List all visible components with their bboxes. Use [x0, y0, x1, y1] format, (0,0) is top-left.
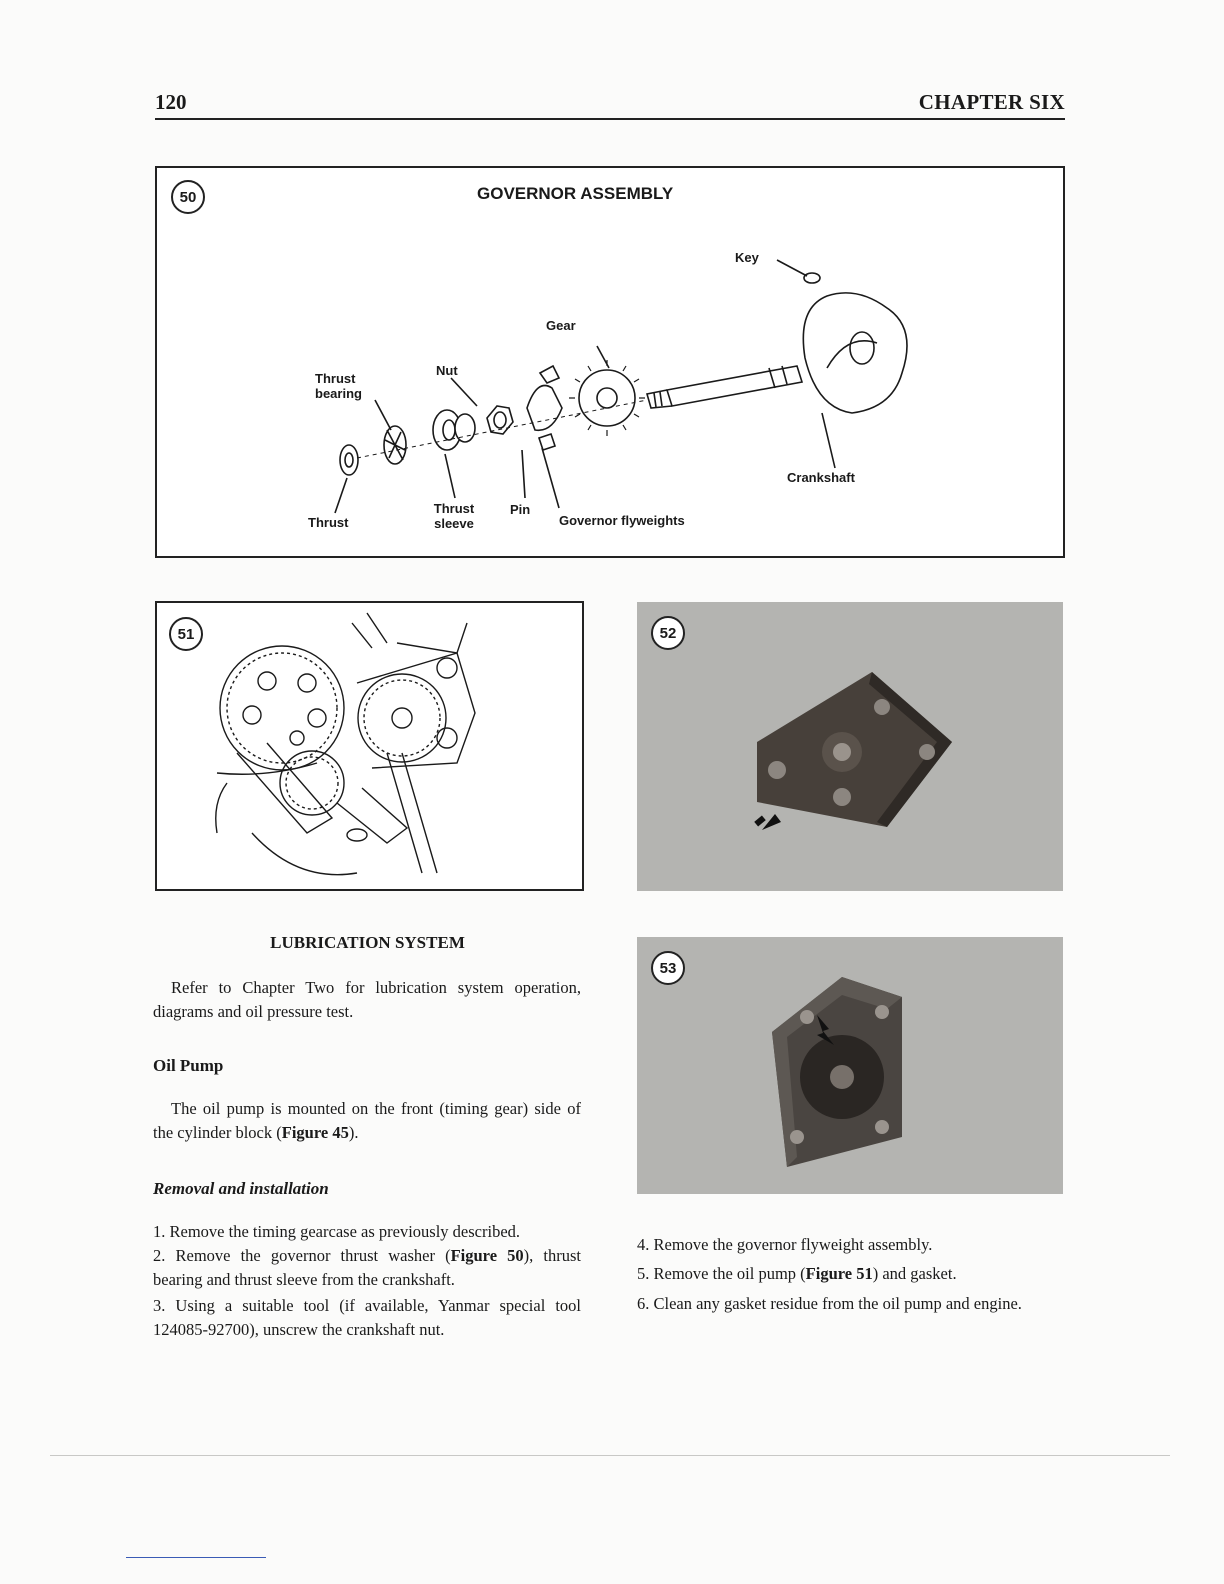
oil-pump-rear-photo-render — [637, 937, 1063, 1194]
figure-53-oil-pump-photo — [637, 937, 1063, 1194]
section-title-lubrication: LUBRICATION SYSTEM — [270, 933, 465, 952]
figure-45-ref: Figure 45 — [281, 1123, 349, 1142]
step-2-before: 2. Remove the governor thrust washer ( — [153, 1246, 451, 1265]
oil-pump-paragraph — [153, 1097, 581, 1145]
label-governor-flyweights: Governor flyweights — [559, 513, 685, 528]
figure-number-52: 52 — [651, 616, 685, 650]
oil-pump-photo-render — [637, 602, 1063, 891]
figure-51-oil-pump-drawing — [155, 601, 584, 891]
step-5 — [637, 1262, 1063, 1286]
crankshaft-web — [803, 293, 907, 413]
oil-pump-line-drawing — [157, 603, 582, 889]
removal-heading: Removal and installation — [153, 1179, 329, 1198]
oil-pump-text-before: The oil pump is mounted on the front (timing gear) side of the cylinder block ( — [153, 1099, 581, 1142]
label-key: Key — [735, 250, 759, 265]
figure-number-50: 50 — [171, 180, 205, 214]
step-3: 3. Using a suitable tool (if available, Yanmar special tool 124085-92700), unscrew the crankshaft nut. — [153, 1296, 581, 1339]
step-4: 4. Remove the governor flyweight assembly. — [637, 1235, 933, 1254]
oil-pump-text-after: ). — [348, 1123, 359, 1142]
label-crankshaft: Crankshaft — [787, 470, 855, 485]
small-gear — [280, 751, 344, 815]
page-header — [155, 88, 1065, 120]
figure-52-oil-pump-photo — [637, 602, 1063, 891]
figure-50-ref: Figure 50 — [450, 1246, 524, 1265]
label-thrust-bearing: Thrust bearing — [315, 371, 362, 401]
idler-gear — [358, 674, 446, 762]
label-thrust-sleeve: Thrust sleeve — [433, 501, 475, 531]
step-5-before: 5. Remove the oil pump ( — [637, 1264, 806, 1283]
corner-mark — [126, 1557, 266, 1558]
chapter-title: CHAPTER SIX — [918, 90, 1065, 114]
oil-pump-heading: Oil Pump — [153, 1056, 224, 1075]
bottom-divider — [50, 1455, 1170, 1456]
thrust-washer-shape — [340, 445, 358, 475]
step-5-after: ) and gasket. — [872, 1264, 957, 1283]
large-gear — [220, 646, 344, 770]
figure-number-53: 53 — [651, 951, 685, 985]
label-pin: Pin — [510, 502, 531, 517]
figure-title: GOVERNOR ASSEMBLY — [477, 184, 674, 203]
figure-51-ref: Figure 51 — [805, 1264, 873, 1283]
label-thrust: Thrust — [308, 515, 349, 530]
gear-shape — [579, 370, 635, 426]
lubrication-intro: Refer to Chapter Two for lubrication system operation, diagrams and oil pressure test. — [153, 978, 581, 1021]
step-2-after: ), thrust bearing and thrust sleeve from the crankshaft. — [153, 1246, 581, 1289]
governor-diagram — [157, 168, 1063, 556]
figure-50-governor-assembly — [155, 166, 1065, 558]
step-1: 1. Remove the timing gearcase as previously described. — [153, 1222, 521, 1241]
step-2 — [153, 1244, 581, 1292]
label-gear: Gear — [546, 318, 576, 333]
page-number: 120 — [155, 90, 187, 114]
figure-number-51: 51 — [169, 617, 203, 651]
step-6: 6. Clean any gasket residue from the oil pump and engine. — [637, 1294, 1022, 1313]
label-nut: Nut — [436, 363, 458, 378]
crankshaft-shaft — [667, 366, 802, 406]
governor-flyweights-shape — [527, 386, 562, 431]
